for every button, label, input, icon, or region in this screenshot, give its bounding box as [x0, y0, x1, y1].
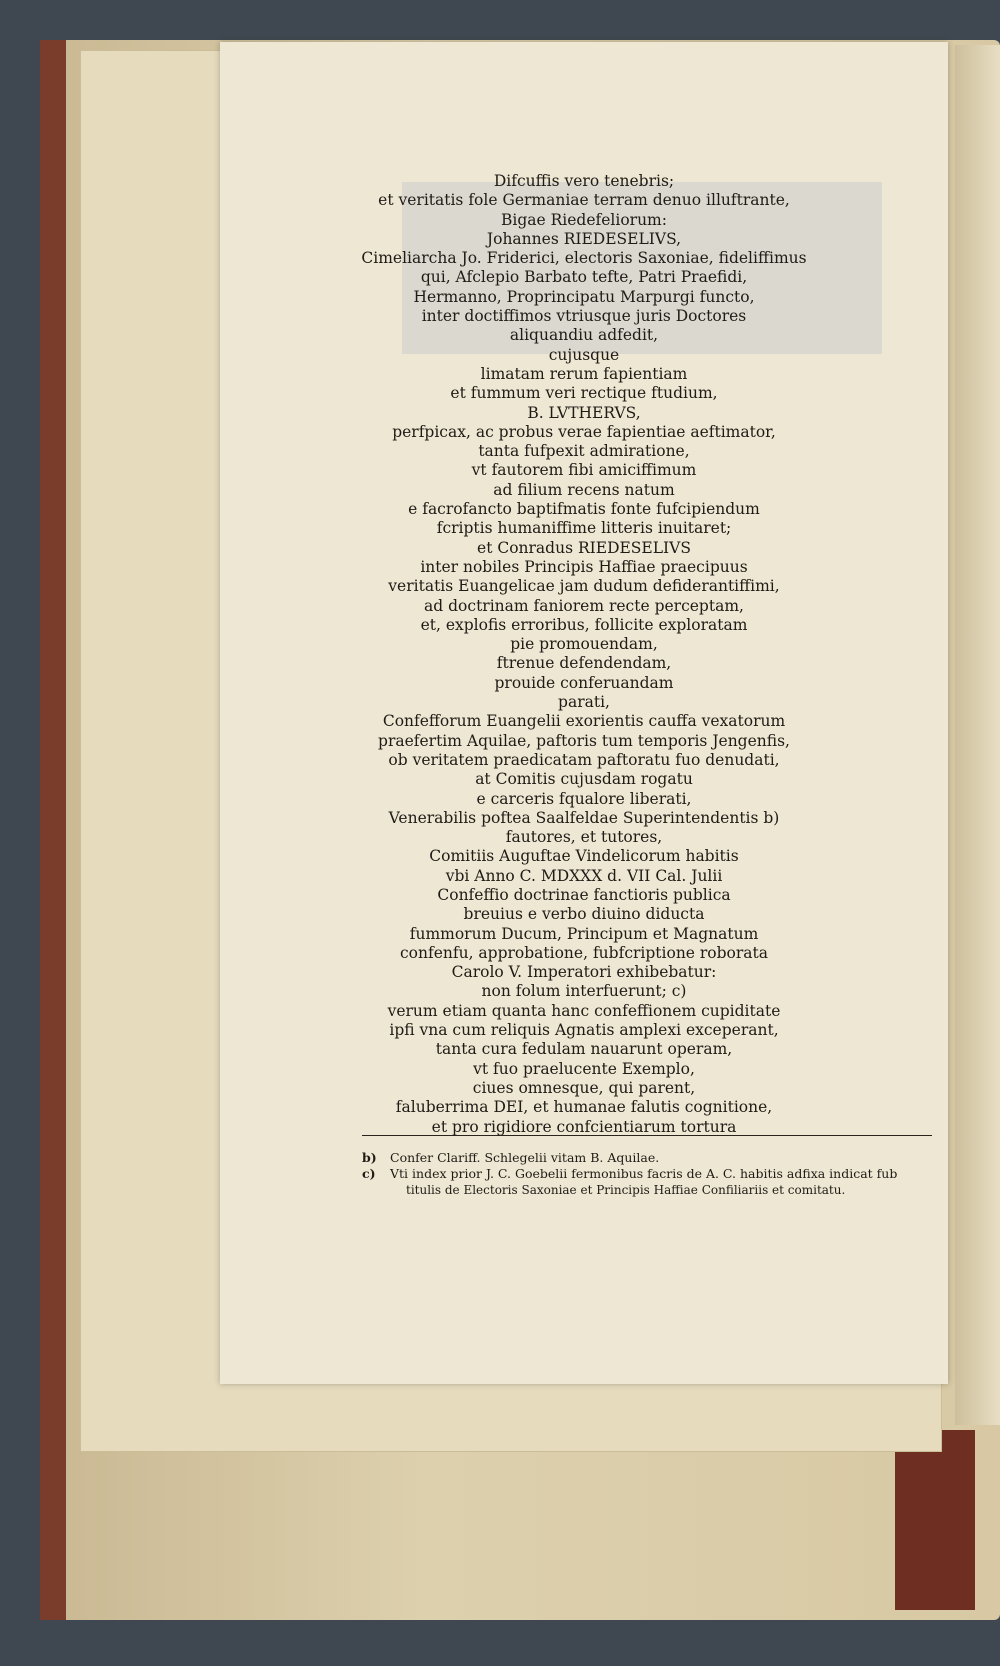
footnotes — [362, 1150, 942, 1198]
text-line: vbi Anno C. MDXXX d. VII Cal. Julii — [445, 866, 723, 885]
text-line: at Comitis cujusdam rogatu — [475, 770, 693, 789]
footnote-text: Confer Clariff. Schlegelii vitam B. Aquilae. — [390, 1150, 660, 1165]
document-page — [220, 42, 948, 1384]
text-line: vt fuo praelucente Exemplo, — [473, 1059, 695, 1078]
text-line: tanta fufpexit admiratione, — [478, 442, 690, 461]
text-line: perfpicax, ac probus verae fapientiae aeftimator, — [392, 422, 776, 441]
text-line: ad filium recens natum — [493, 480, 675, 499]
text-line: faluberrima DEI, et humanae falutis cognitione, — [395, 1098, 773, 1117]
text-line: aliquandiu adfedit, — [509, 326, 659, 345]
text-line: Confefforum Euangelii exorientis cauffa vexatorum — [382, 712, 786, 731]
text-line: B. LVTHERVS, — [527, 403, 641, 422]
text-line: veritatis Euangelicae jam dudum defiderantiffimi, — [388, 577, 780, 596]
text-line: Comitiis Auguftae Vindelicorum habitis — [429, 847, 739, 866]
footnote-c — [362, 1166, 942, 1182]
text-line: parati, — [558, 693, 610, 712]
footnote-rule — [362, 1135, 932, 1136]
text-line: fautores, et tutores, — [505, 828, 663, 847]
text-line: ipfi vna cum reliquis Agnatis amplexi exceperant, — [389, 1021, 779, 1040]
body-text — [220, 172, 948, 1137]
text-line: et Conradus RIEDESELIVS — [477, 538, 691, 557]
text-line: fcriptis humaniffime litteris inuitaret; — [436, 519, 732, 538]
text-line: ad doctrinam faniorem recte perceptam, — [424, 596, 744, 615]
text-line: ob veritatem praedicatam paftoratu fuo denudati, — [388, 750, 780, 769]
text-line: et, explofis erroribus, follicite exploratam — [420, 615, 748, 634]
text-line: Hermanno, Proprincipatu Marpurgi functo, — [413, 287, 755, 306]
text-line: Bigae Riedefeliorum: — [501, 210, 667, 229]
text-line: et fummum veri rectique ftudium, — [450, 384, 718, 403]
text-line: inter doctiffimos vtriusque juris Doctores — [421, 307, 747, 326]
text-line: breuius e verbo diuino diducta — [463, 905, 705, 924]
text-line: fummorum Ducum, Principum et Magnatum — [409, 924, 759, 943]
text-line: prouide conferuandam — [494, 673, 674, 692]
text-line: ciues omnesque, qui parent, — [472, 1078, 696, 1097]
text-line: confenfu, approbatione, fubfcriptione roborata — [399, 943, 769, 962]
leather-binding-right — [895, 1430, 975, 1610]
text-line: tanta cura fedulam nauarunt operam, — [435, 1040, 733, 1059]
text-line: pie promouendam, — [510, 635, 658, 654]
text-line: ftrenue defendendam, — [496, 654, 672, 673]
text-line: vt fautorem fibi amiciffimum — [471, 461, 697, 480]
text-line: Carolo V. Imperatori exhibebatur: — [451, 963, 717, 982]
text-line: e carceris fqualore liberati, — [476, 789, 692, 808]
text-line: Venerabilis poftea Saalfeldae Superintendentis b) — [388, 808, 780, 827]
footnote-text: Vti index prior J. C. Goebelii fermonibus facris de A. C. habitis adfixa indicat fub — [390, 1166, 898, 1181]
footnote-mark: c) — [362, 1166, 376, 1181]
text-line: inter nobiles Principis Haffiae praecipuus — [420, 557, 748, 576]
right-page-edge — [955, 45, 1000, 1425]
text-line: praefertim Aquilae, paftoris tum temporis Jengenfis, — [378, 731, 790, 750]
text-line: Johannes RIEDESELIVS, — [486, 229, 682, 248]
text-line: cujusque — [548, 345, 620, 364]
leather-binding-left — [40, 40, 66, 1620]
text-line: Confeffio doctrinae fanctioris publica — [437, 885, 731, 904]
text-line: verum etiam quanta hanc confeffionem cupiditate — [387, 1001, 781, 1020]
text-line: qui, Afclepio Barbato tefte, Patri Praefidi, — [420, 268, 748, 287]
text-line: non folum interfuerunt; c) — [481, 982, 687, 1001]
text-line: e facrofancto baptifmatis fonte fufcipiendum — [408, 500, 760, 519]
footnote-continuation: titulis de Electoris Saxoniae et Principis Haffiae Confiliariis et comitatu. — [406, 1183, 846, 1197]
text-line: et pro rigidiore confcientiarum tortura — [431, 1117, 737, 1136]
text-line: Difcuffis vero tenebris; — [493, 172, 675, 190]
text-line: Cimeliarcha Jo. Friderici, electoris Saxoniae, fideliffimus — [361, 249, 807, 268]
text-line: limatam rerum fapientiam — [480, 364, 688, 383]
text-line: et veritatis fole Germaniae terram denuo illuftrante, — [378, 191, 790, 210]
footnote-b — [362, 1150, 942, 1166]
footnote-mark: b) — [362, 1150, 377, 1165]
